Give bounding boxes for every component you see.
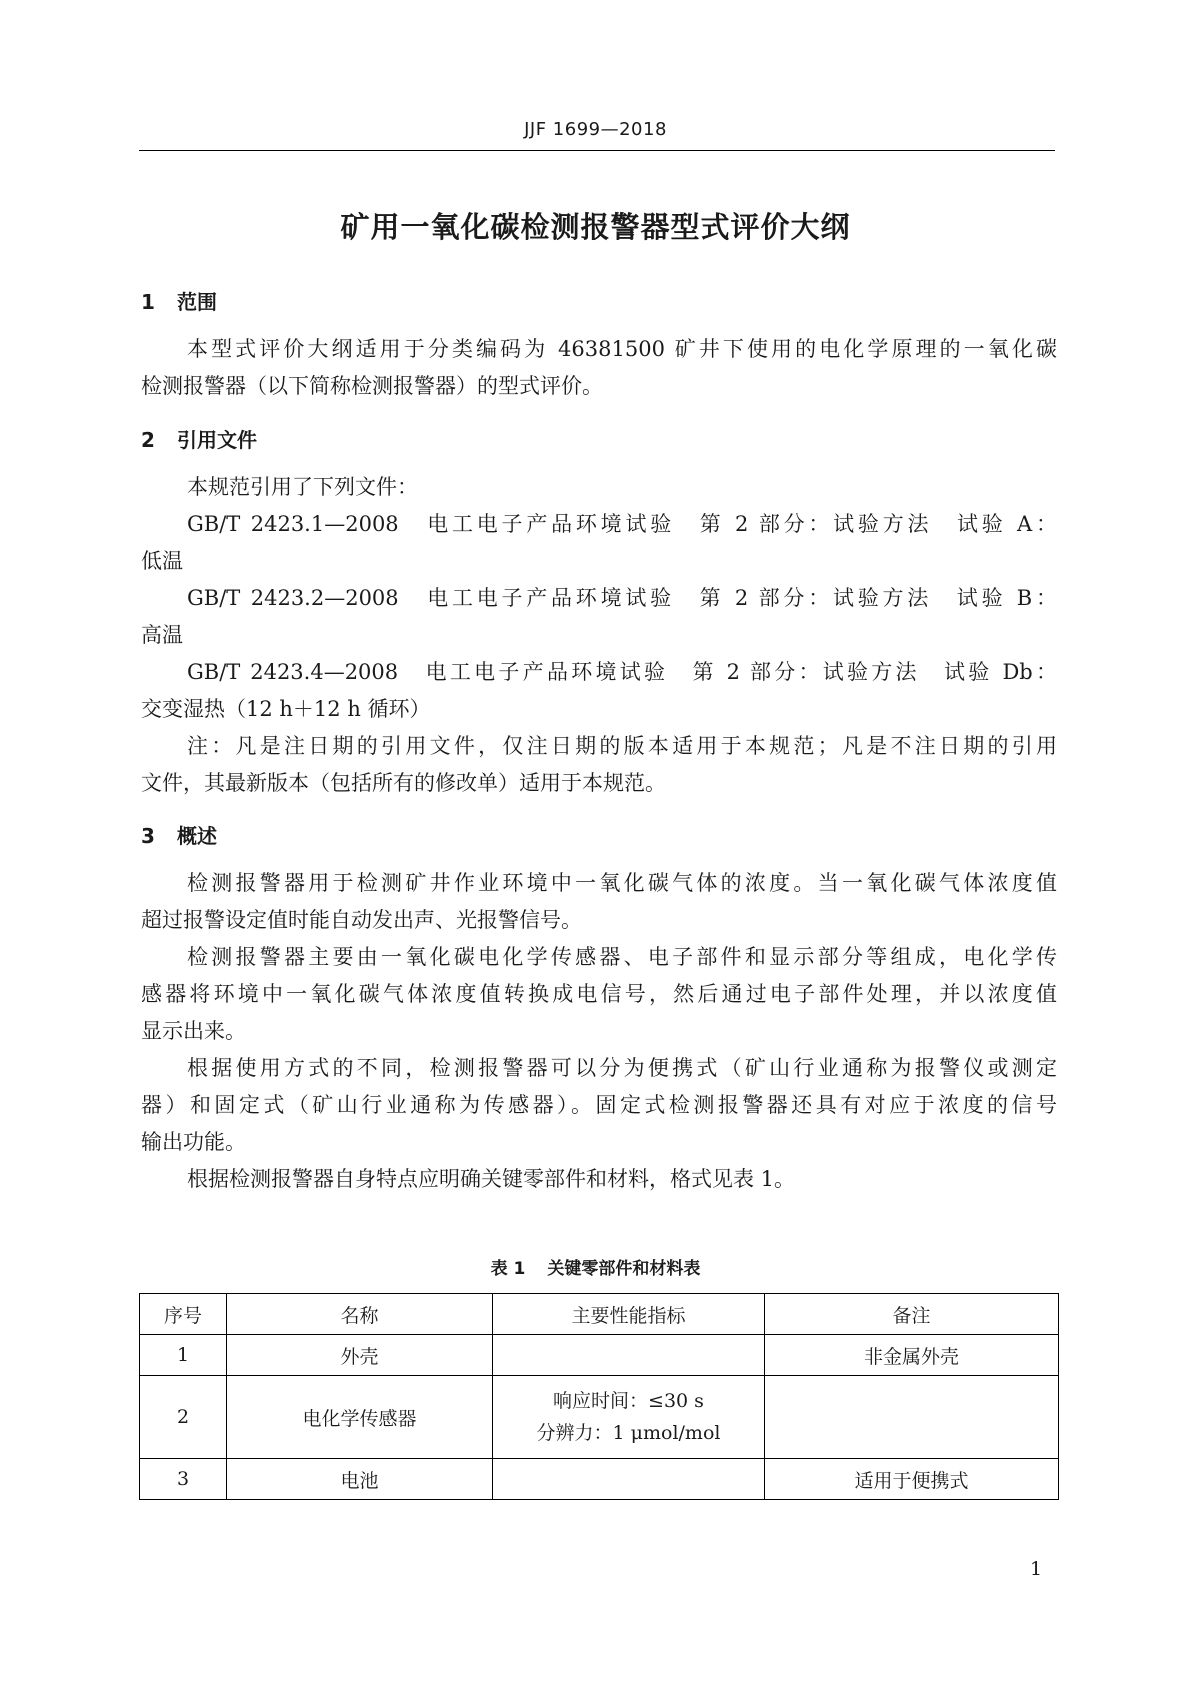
section-number: 1	[141, 290, 155, 314]
document-code: JJF 1699—2018	[524, 119, 667, 140]
section-heading-overview	[141, 820, 217, 849]
cell-no: 3	[140, 1459, 227, 1500]
section-title: 范围	[177, 290, 217, 314]
reference-entry-continuation: 低温	[141, 549, 183, 573]
reference-entry-continuation: 高温	[141, 623, 183, 647]
table-header-row	[140, 1294, 1059, 1335]
table-caption-title: 关键零部件和材料表	[547, 1259, 701, 1279]
column-header-name: 名称	[227, 1294, 493, 1335]
cell-remarks: 非金属外壳	[765, 1335, 1059, 1376]
table-row	[140, 1459, 1059, 1500]
section-heading-references	[141, 424, 257, 453]
paragraph-line: 检测报警器用于检测矿井作业环境中一氧化碳气体的浓度。当一氧化碳气体浓度值	[187, 871, 1057, 895]
cell-remarks	[765, 1376, 1059, 1459]
cell-no: 1	[140, 1335, 227, 1376]
cell-name: 电池	[227, 1459, 493, 1500]
parts-materials-table	[139, 1293, 1059, 1500]
section-number: 2	[141, 428, 155, 452]
header-divider	[139, 150, 1055, 151]
reference-entry-continuation: 交变湿热（12 h＋12 h 循环）	[141, 697, 431, 721]
note-line: 注：凡是注日期的引用文件，仅注日期的版本适用于本规范；凡是不注日期的引用	[187, 734, 1057, 758]
paragraph-line: 根据使用方式的不同，检测报警器可以分为便携式（矿山行业通称为报警仪或测定	[187, 1056, 1057, 1080]
section-number: 3	[141, 824, 155, 848]
column-header-remarks: 备注	[765, 1294, 1059, 1335]
performance-response-time: 响应时间：≤30 s	[553, 1390, 704, 1412]
page-title: 矿用一氧化碳检测报警器型式评价大纲	[340, 210, 851, 244]
cell-performance	[493, 1376, 765, 1459]
cell-remarks: 适用于便携式	[765, 1459, 1059, 1500]
cell-name: 外壳	[227, 1335, 493, 1376]
cell-performance	[493, 1459, 765, 1500]
table-caption-number: 表 1	[490, 1259, 526, 1279]
section-title: 概述	[177, 824, 217, 848]
reference-entry: GB/T 2423.1—2008 电工电子产品环境试验 第 2 部分：试验方法 试验 A：	[187, 512, 1057, 536]
paragraph-line: 显示出来。	[141, 1019, 246, 1043]
paragraph-line: 本规范引用了下列文件：	[187, 475, 418, 499]
paragraph-line: 输出功能。	[141, 1130, 246, 1154]
paragraph-line: 感器将环境中一氧化碳气体浓度值转换成电信号，然后通过电子部件处理，并以浓度值	[141, 982, 1057, 1006]
section-heading-scope	[141, 286, 217, 315]
cell-no: 2	[140, 1376, 227, 1459]
paragraph-line: 超过报警设定值时能自动发出声、光报警信号。	[141, 908, 582, 932]
column-header-no: 序号	[140, 1294, 227, 1335]
cell-performance	[493, 1335, 765, 1376]
reference-entry: GB/T 2423.2—2008 电工电子产品环境试验 第 2 部分：试验方法 试验 B：	[187, 586, 1057, 610]
paragraph-line: 检测报警器（以下简称检测报警器）的型式评价。	[141, 374, 603, 398]
paragraph-line: 检测报警器主要由一氧化碳电化学传感器、电子部件和显示部分等组成，电化学传	[187, 945, 1057, 969]
paragraph-line: 器）和固定式（矿山行业通称为传感器）。固定式检测报警器还具有对应于浓度的信号	[141, 1093, 1057, 1117]
column-header-performance: 主要性能指标	[493, 1294, 765, 1335]
table-caption	[0, 1254, 1191, 1279]
table-row	[140, 1376, 1059, 1459]
paragraph-line: 本型式评价大纲适用于分类编码为 46381500 矿井下使用的电化学原理的一氧化碳	[187, 337, 1057, 361]
paragraph-line: 根据检测报警器自身特点应明确关键零部件和材料，格式见表 1。	[187, 1167, 796, 1191]
reference-entry: GB/T 2423.4—2008 电工电子产品环境试验 第 2 部分：试验方法 试验 Db：	[187, 660, 1057, 684]
table-row	[140, 1335, 1059, 1376]
note-line: 文件，其最新版本（包括所有的修改单）适用于本规范。	[141, 771, 666, 795]
cell-name: 电化学传感器	[227, 1376, 493, 1459]
section-title: 引用文件	[177, 428, 257, 452]
performance-resolution: 分辨力：1 μmol/mol	[536, 1422, 721, 1444]
page-number: 1	[1030, 1558, 1043, 1580]
